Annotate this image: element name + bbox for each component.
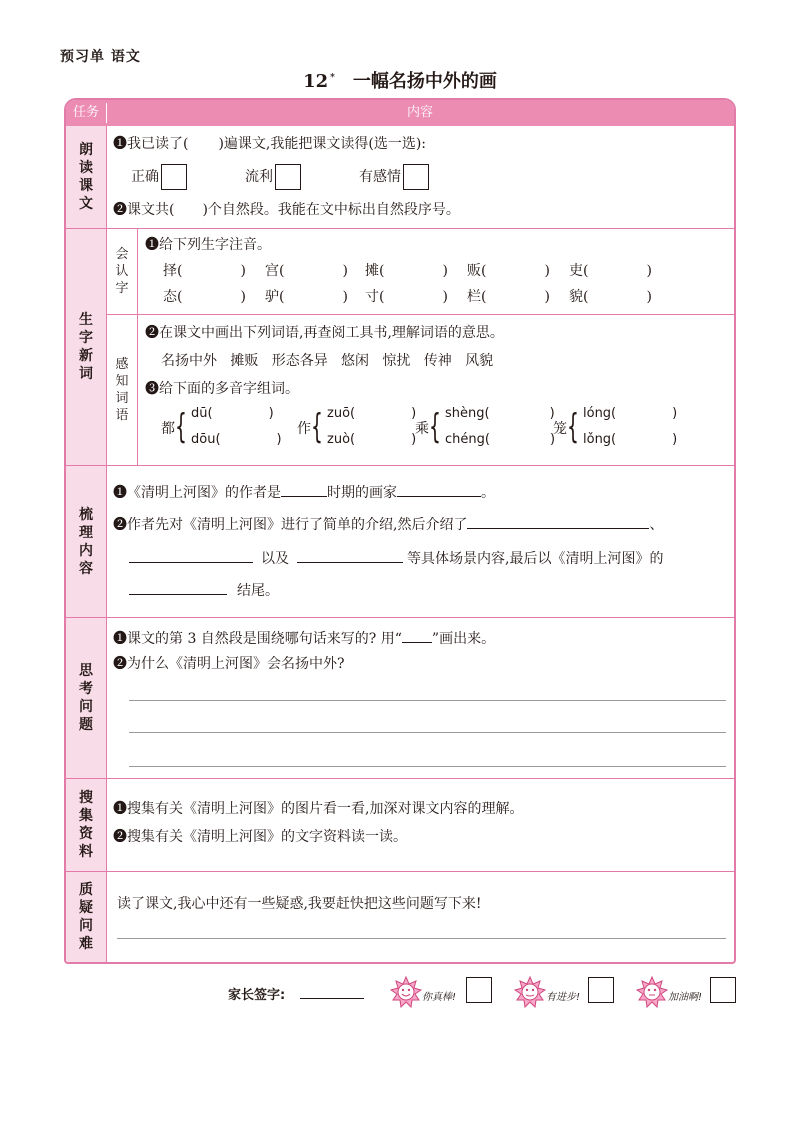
polyphone-reading: lǒng( ) xyxy=(583,432,678,447)
answer-blank[interactable] xyxy=(129,548,253,563)
char-row1-item: 吏( ) xyxy=(569,263,652,279)
badge-keep-going-checkbox[interactable] xyxy=(710,977,736,1003)
section-chars xyxy=(66,228,734,465)
answer-blank[interactable] xyxy=(281,482,327,497)
header-content: 内容 xyxy=(106,100,734,126)
answer-blank[interactable] xyxy=(397,482,481,497)
table-header xyxy=(66,100,734,126)
polyphone-reading: lóng( ) xyxy=(583,406,678,421)
option-fluent: 流利 xyxy=(245,164,301,190)
header-task: 任务 xyxy=(72,105,99,120)
polyphone-char: 作 xyxy=(297,421,311,437)
section-collect xyxy=(66,778,734,871)
polyphone-reading: chéng( ) xyxy=(445,432,556,447)
doubt-line-1: 读了课文,我心中还有一些疑惑,我要赶快把这些问题写下来! xyxy=(117,896,482,912)
sort-line-3: 以及 等具体场景内容,最后以《清明上河图》的 xyxy=(129,548,663,569)
badge-great-checkbox[interactable] xyxy=(466,977,492,1003)
word-list: 名扬中外 摊贩 形态各异 悠闲 惊扰 传神 风貌 xyxy=(161,353,494,369)
section-label: 梳理内容 xyxy=(66,466,107,617)
sub-label-perceive: 感知词语 xyxy=(107,315,138,465)
char-row2-item: 寸( ) xyxy=(365,289,448,305)
read-question-1: ❶我已读了( )遍课文,我能把课文读得(选一选): xyxy=(113,136,427,152)
sort-line-1: ❶《清明上河图》的作者是 时期的画家 。 xyxy=(113,482,495,503)
read-question-2: ❷课文共( )个自然段。我能在文中标出自然段序号。 xyxy=(113,202,460,218)
answer-blank[interactable] xyxy=(467,514,649,529)
answer-line[interactable] xyxy=(117,938,726,939)
lesson-title xyxy=(0,67,800,93)
brace-icon: { xyxy=(429,407,441,447)
section-label: 思考问题 xyxy=(66,618,107,778)
answer-blank[interactable] xyxy=(297,548,403,563)
answer-blank[interactable] xyxy=(129,580,227,595)
char-row2-item: 栏( ) xyxy=(467,289,550,305)
brace-icon: { xyxy=(311,407,323,447)
collect-line-1: ❶搜集有关《清明上河图》的图片看一看,加深对课文内容的理解。 xyxy=(113,801,524,817)
char-row1-item: 贩( ) xyxy=(467,263,550,279)
footer: 家长签字: 你真棒! 有进步! 加油啊! xyxy=(0,974,800,1014)
checkbox-emotion[interactable] xyxy=(403,164,429,190)
char-row1-item: 摊( ) xyxy=(365,263,448,279)
sun-face-icon xyxy=(390,976,422,1008)
chars-question-3: ❸给下面的多音字组词。 xyxy=(145,381,299,397)
sun-face-icon xyxy=(636,976,668,1008)
section-read xyxy=(66,126,734,228)
chars-question-2: ❷在课文中画出下列词语,再查阅工具书,理解词语的意思。 xyxy=(145,325,504,341)
polyphone-reading: dū( ) xyxy=(191,406,274,421)
polyphone-reading: zuò( ) xyxy=(327,432,417,447)
polyphone-reading: shèng( ) xyxy=(445,406,555,421)
answer-blank[interactable] xyxy=(402,628,432,643)
section-doubt xyxy=(66,871,734,962)
section-label: 搜集资料 xyxy=(66,779,107,871)
polyphone-reading: zuō( ) xyxy=(327,406,417,421)
polyphone-char: 都 xyxy=(161,421,175,437)
badge-progress-checkbox[interactable] xyxy=(588,977,614,1003)
char-row2-item: 驴( ) xyxy=(265,289,348,305)
parent-sign-field[interactable] xyxy=(300,998,364,999)
brace-icon: { xyxy=(175,407,187,447)
sun-face-icon xyxy=(514,976,546,1008)
char-row2-item: 态( ) xyxy=(163,289,246,305)
answer-line[interactable] xyxy=(129,732,726,733)
char-row2-item: 貌( ) xyxy=(569,289,652,305)
section-label: 朗读课文 xyxy=(66,126,107,228)
answer-line[interactable] xyxy=(129,766,726,767)
sort-line-2: ❷作者先对《清明上河图》进行了简单的介绍,然后介绍了 、 xyxy=(113,514,663,535)
char-row1-item: 择( ) xyxy=(163,263,246,279)
polyphone-reading: dōu( ) xyxy=(191,432,282,447)
section-think xyxy=(66,617,734,778)
sort-line-4: 结尾。 xyxy=(129,580,279,601)
section-label: 生字新词 xyxy=(66,229,107,465)
parent-sign-label: 家长签字: xyxy=(228,988,286,1003)
sub-label-recognize: 会认字 xyxy=(107,229,138,315)
think-question-2: ❷为什么《清明上河图》会名扬中外? xyxy=(113,656,345,672)
think-question-1: ❶课文的第 3 自然段是围绕哪句话来写的? 用“ ”画出来。 xyxy=(113,628,495,649)
char-row1-item: 宫( ) xyxy=(265,263,348,279)
lesson-title-text: 一幅名扬中外的画 xyxy=(352,71,497,92)
answer-line[interactable] xyxy=(129,700,726,701)
collect-line-2: ❷搜集有关《清明上河图》的文字资料读一读。 xyxy=(113,829,407,845)
option-correct: 正确 xyxy=(131,164,187,190)
polyphone-char: 笼 xyxy=(553,421,567,437)
checkbox-correct[interactable] xyxy=(161,164,187,190)
option-emotion: 有感情 xyxy=(359,164,429,190)
lesson-number: 12 * xyxy=(303,71,335,92)
worksheet-table xyxy=(64,98,736,964)
checkbox-fluent[interactable] xyxy=(275,164,301,190)
brace-icon: { xyxy=(567,407,579,447)
section-label: 质疑问难 xyxy=(66,872,107,962)
chars-question-1: ❶给下列生字注音。 xyxy=(145,237,271,253)
polyphone-char: 乘 xyxy=(415,421,429,437)
section-sort xyxy=(66,465,734,617)
header-subject-label: 预习单 语文 xyxy=(60,49,141,65)
